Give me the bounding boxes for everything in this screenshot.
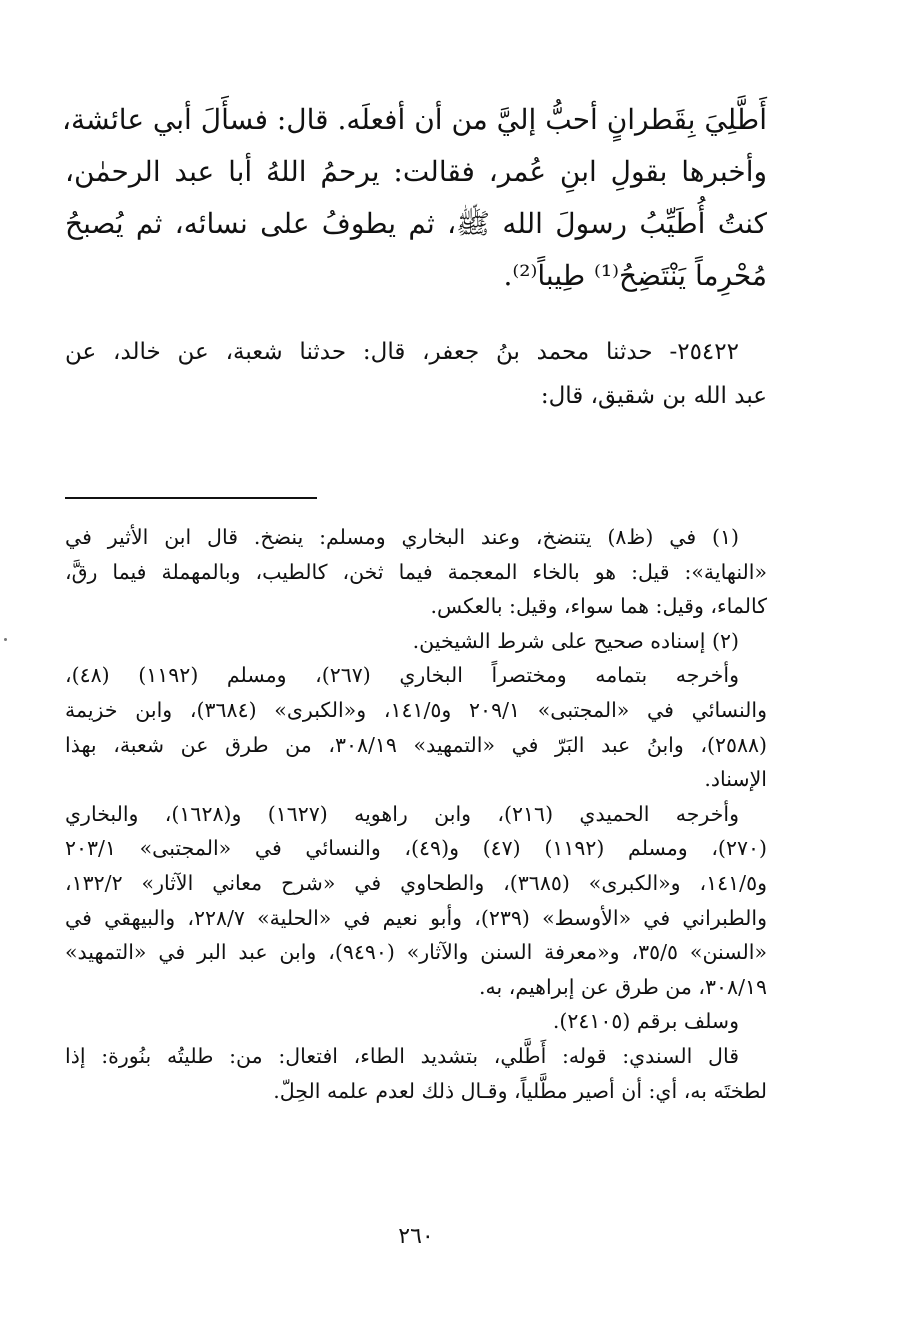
main-text-line: كنتُ أُطَيِّبُ رسولَ الله ﷺ، ثم يطوفُ على نسائه، ثم يُصبحُ (65, 207, 767, 240)
footnote-2-line: وسلف برقم (٢٤١٠٥). (552, 1009, 739, 1034)
footnote-2-line: و١٤١/٥، و«الكبرى» (٣٦٨٥)، والطحاوي في «شرح معاني الآثار» ١٣٢/٢، (65, 870, 767, 895)
footnote-2-line: (٢) إسناده صحيح على شرط الشيخين. (412, 628, 739, 653)
main-text-line: وأخبرها بقولِ ابنِ عُمر، فقالت: يرحمُ اللهُ أبا عبد الرحمٰن، (65, 155, 767, 188)
document-page (61, 0, 768, 1339)
sindi-note-line: لطختَه به، أي: أن أصير مطَّلياً، وقـال ذلك لعدم علمه الحِلّ. (273, 1078, 767, 1103)
footnote-2-line: الإسناد. (704, 767, 767, 792)
footnote-2-line: ٣٠٨/١٩، من طرق عن إبراهيم، به. (479, 974, 767, 999)
main-text-line: أَطَّلِيَ بِقَطرانٍ أحبُّ إليَّ من أن أفعلَه. قال: فسأَلَ أبي عائشة، (61, 103, 767, 136)
footnote-2-line: والنسائي في «المجتبى» ٢٠٩/١ و١٤١/٥، و«الكبرى» (٣٦٨٤)، وابن خزيمة (65, 697, 768, 722)
scan-speck (4, 638, 7, 641)
sindi-note-line: قال السندي: قوله: أَطَّلي، بتشديد الطاء، افتعال: من: طليتُه بنُورة: إذا (65, 1043, 739, 1068)
footnote-1-line: (١) في (ظ٨) يتنضخ، وعند البخاري ومسلم: ينضخ. قال ابن الأثير في (65, 525, 739, 549)
footnote-2-line: والطبراني في «الأوسط» (٢٣٩)، وأبو نعيم في «الحلية» ٢٢٨/٧، والبيهقي في (65, 905, 767, 930)
main-text-line: مُحْرِماً يَنْتَضِحُ⁽¹⁾ طِيباً⁽²⁾. (503, 259, 767, 292)
footnote-2-line: وأخرجه بتمامه ومختصراً البخاري (٢٦٧)، ومسلم (١١٩٢) (٤٨)، (65, 663, 740, 688)
hadith-narration (65, 330, 767, 418)
main-text (61, 94, 767, 302)
narration-line: عبد الله بن شقيق، قال: (540, 383, 767, 409)
page-number: ٢٦٠ (398, 1224, 434, 1249)
footnote-2-line: (٢٧٠)، ومسلم (١١٩٢) (٤٧) و(٤٩)، والنسائي في «المجتبى» ٢٠٣/١ (65, 836, 767, 861)
footnote-separator (65, 497, 317, 499)
footnote-1-line: «النهاية»: قيل: هو بالخاء المعجمة فيما ثخن، كالطيب، وبالمهملة فيما رقَّ، (65, 559, 767, 584)
footnotes (65, 520, 767, 1108)
footnote-1-line: كالماء، وقيل: هما سواء، وقيل: بالعكس. (430, 594, 767, 619)
footnote-2-line: (٢٥٨٨)، وابنُ عبد البَرّ في «التمهيد» ٣٠٨/١٩، من طرق عن شعبة، بهذا (65, 732, 767, 757)
footnote-2-line: وأخرجه الحميدي (٢١٦)، وابن راهويه (١٦٢٧) و(١٦٢٨)، والبخاري (65, 801, 740, 826)
narration-line: ٢٥٤٢٢- حدثنا محمد بنُ جعفر، قال: حدثنا شعبة، عن خالد، عن (65, 339, 739, 365)
footnote-2-line: «السنن» ٣٥/٥، و«معرفة السنن والآثار» (٩٤٩٠)، وابن عبد البر في «التمهيد» (65, 940, 768, 965)
